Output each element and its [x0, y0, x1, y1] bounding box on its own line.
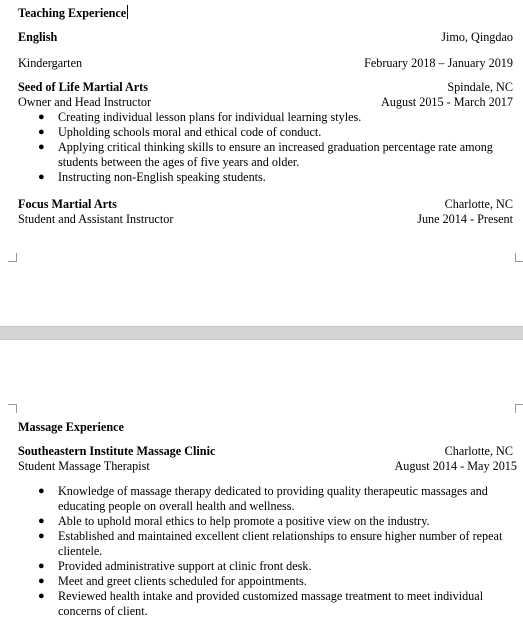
page-break-gap	[0, 326, 523, 340]
section-heading-massage[interactable]: Massage Experience	[18, 420, 124, 434]
job-org[interactable]: Focus Martial Arts	[18, 197, 117, 211]
list-item[interactable]: ● Instructing non-English speaking students.	[38, 170, 266, 184]
page-corner-mark	[8, 253, 17, 262]
list-item[interactable]: ● Knowledge of massage therapy dedicated to providing quality therapeutic massages and educating people on overall health and wellness.	[38, 484, 488, 513]
section-heading-teaching[interactable]: Teaching Experience	[18, 6, 127, 20]
page-corner-mark	[515, 404, 523, 413]
bullet-icon: ●	[38, 560, 45, 572]
page-corner-mark	[8, 404, 17, 413]
bullet-icon: ●	[38, 530, 45, 542]
text-cursor	[127, 5, 128, 19]
job-role[interactable]: Owner and Head Instructor	[18, 95, 151, 109]
bullet-icon: ●	[38, 485, 45, 497]
bullet-list	[18, 484, 518, 619]
bullet-icon: ●	[38, 515, 45, 527]
job-dates[interactable]: February 2018 – January 2019	[364, 56, 513, 70]
job-role[interactable]: Kindergarten	[18, 56, 83, 70]
job-dates[interactable]: August 2015 - March 2017	[380, 95, 513, 109]
bullet-icon: ●	[38, 590, 45, 602]
job-location[interactable]: Jimo, Qingdao	[441, 30, 513, 44]
bullet-list	[18, 110, 518, 185]
list-item[interactable]: ● Upholding schools moral and ethical code of conduct.	[38, 125, 322, 139]
list-item[interactable]: ● Creating individual lesson plans for individual learning styles.	[38, 110, 362, 124]
job-org[interactable]: Southeastern Institute Massage Clinic	[18, 444, 216, 458]
list-item[interactable]: ● Meet and greet clients scheduled for appointments.	[38, 574, 307, 588]
job-location[interactable]: Spindale, NC	[447, 80, 513, 94]
list-item[interactable]: ● Provided administrative support at clinic front desk.	[38, 559, 312, 573]
job-dates[interactable]: June 2014 - Present	[417, 212, 513, 226]
bullet-icon: ●	[38, 111, 45, 123]
bullet-icon: ●	[38, 126, 45, 138]
list-item[interactable]: ● Applying critical thinking skills to ensure an increased graduation percentage rate among students between the ages of five years and older.	[38, 140, 493, 169]
bullet-icon: ●	[38, 141, 45, 153]
job-role[interactable]: Student Massage Therapist	[18, 459, 150, 473]
bullet-icon: ●	[38, 575, 45, 587]
page-corner-mark	[515, 253, 523, 262]
list-item[interactable]: ● Able to uphold moral ethics to help promote a positive view on the industry.	[38, 514, 430, 528]
job-location[interactable]: Charlotte, NC	[444, 197, 513, 211]
list-item[interactable]: ● Reviewed health intake and provided customized massage treatment to meet individual concerns of client.	[38, 589, 484, 618]
bullet-icon: ●	[38, 171, 45, 183]
job-dates[interactable]: August 2014 - May 2015	[394, 459, 517, 473]
job-org[interactable]: English	[18, 30, 58, 44]
list-item[interactable]: ● Established and maintained excellent client relationships to ensure higher number of repeat clientele.	[38, 529, 503, 558]
job-org[interactable]: Seed of Life Martial Arts	[18, 80, 148, 94]
job-location[interactable]: Charlotte, NC	[444, 444, 513, 458]
job-role[interactable]: Student and Assistant Instructor	[18, 212, 174, 226]
